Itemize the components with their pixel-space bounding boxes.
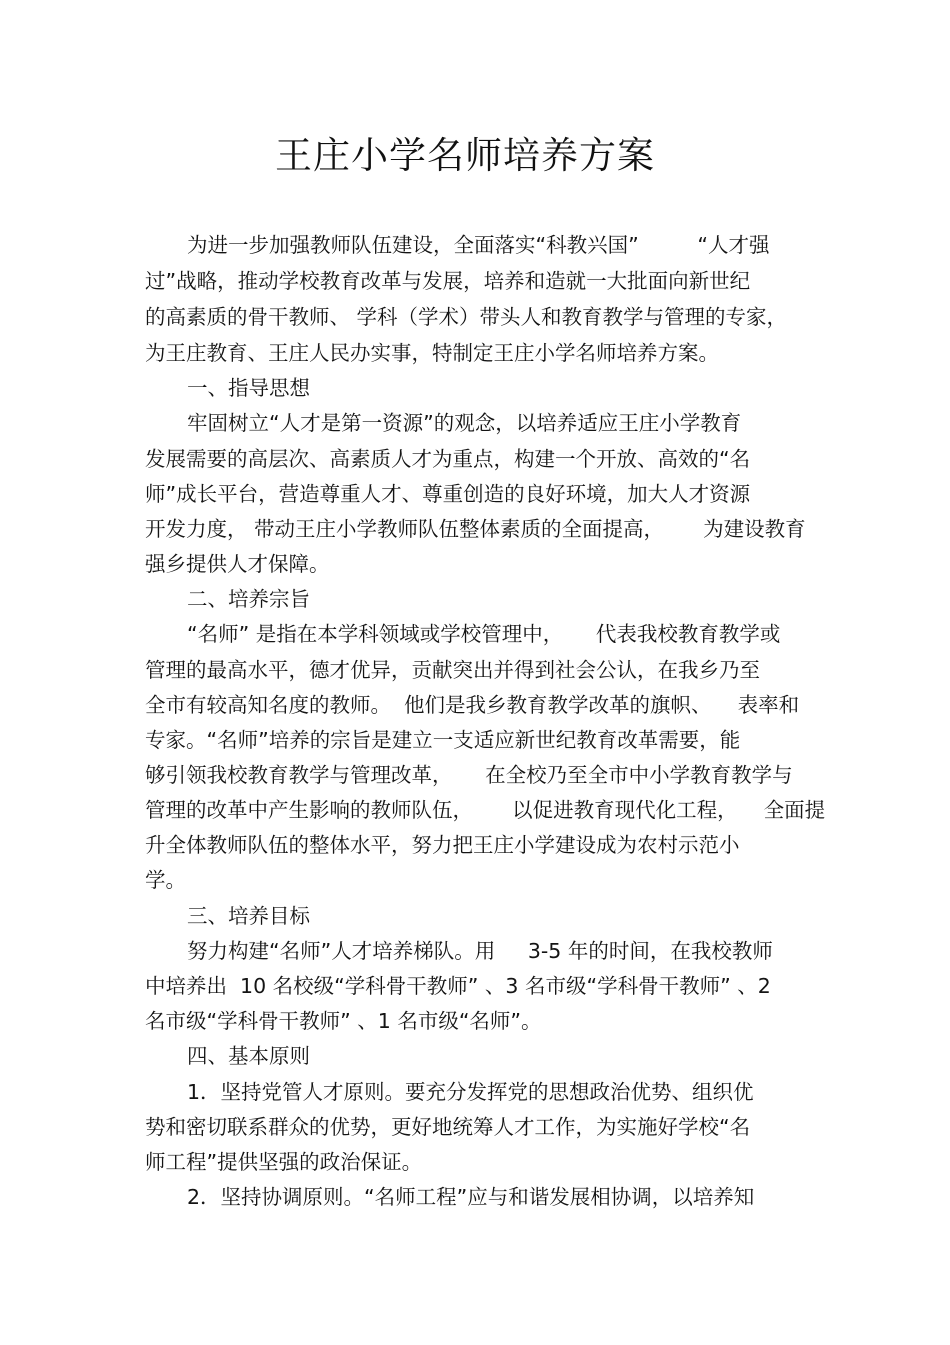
section-heading-principles: 四、基本原则 bbox=[187, 1044, 310, 1068]
body-line: 专家。“名师”培养的宗旨是建立一支适应新世纪教育改革需要，能 bbox=[145, 728, 741, 752]
body-line: 过”战略，推动学校教育改革与发展，培养和造就一大批面向新世纪 bbox=[145, 269, 751, 293]
body-line: 升全体教师队伍的整体水平，努力把王庄小学建设成为农村示范小 bbox=[145, 833, 740, 857]
body-line: 的高素质的骨干教师、 学科（学术）带头人和教育教学与管理的专家， bbox=[145, 305, 788, 329]
body-line: 2．坚持协调原则。“名师工程”应与和谐发展相协调，以培养知 bbox=[187, 1185, 755, 1209]
section-heading-goals: 三、培养目标 bbox=[187, 904, 310, 928]
body-line: 强乡提供人才保障。 bbox=[145, 552, 330, 576]
body-line: 1．坚持党管人才原则。要充分发挥党的思想政治优势、组织优 bbox=[187, 1080, 754, 1104]
body-line: 全市有较高知名度的教师。 他们是我乡教育教学改革的旗帜、 表率和 bbox=[145, 693, 800, 717]
body-line: 够引领我校教育教学与管理改革， 在全校乃至全市中小学教育教学与 bbox=[145, 763, 793, 787]
document-title: 王庄小学名师培养方案 bbox=[275, 134, 655, 177]
section-heading-guiding-thought: 一、指导思想 bbox=[187, 376, 310, 400]
body-line: 势和密切联系群众的优势，更好地统筹人才工作，为实施好学校“名 bbox=[145, 1115, 751, 1139]
body-line: 师”成长平台，营造尊重人才、尊重创造的良好环境，加大人才资源 bbox=[145, 482, 751, 506]
body-line: 牢固树立“人才是第一资源”的观念，以培养适应王庄小学教育 bbox=[187, 411, 742, 435]
body-line: “名师” 是指在本学科领域或学校管理中， 代表我校教育教学或 bbox=[187, 622, 781, 646]
body-line: 发展需要的高层次、高素质人才为重点，构建一个开放、高效的“名 bbox=[145, 447, 751, 471]
body-line: 中培养出 10 名校级“学科骨干教师” 、3 名市级“学科骨干教师” 、2 bbox=[145, 974, 771, 998]
body-line: 名市级“学科骨干教师” 、1 名市级“名师”。 bbox=[145, 1009, 542, 1033]
body-line: 为进一步加强教师队伍建设，全面落实“科教兴国” “人才强 bbox=[187, 233, 770, 257]
body-line: 为王庄教育、王庄人民办实事，特制定王庄小学名师培养方案。 bbox=[145, 341, 719, 365]
body-line: 开发力度， 带动王庄小学教师队伍整体素质的全面提高， 为建设教育 bbox=[145, 517, 806, 541]
body-line: 努力构建“名师”人才培养梯队。用 3-5 年的时间，在我校教师 bbox=[187, 939, 773, 963]
body-line: 管理的改革中产生影响的教师队伍， 以促进教育现代化工程， 全面提 bbox=[145, 798, 826, 822]
body-line: 管理的最高水平，德才优异，贡献突出并得到社会公认，在我乡乃至 bbox=[145, 658, 760, 682]
body-line: 学。 bbox=[145, 868, 186, 892]
body-line: 师工程”提供坚强的政治保证。 bbox=[145, 1150, 423, 1174]
section-heading-purpose: 二、培养宗旨 bbox=[187, 587, 310, 611]
